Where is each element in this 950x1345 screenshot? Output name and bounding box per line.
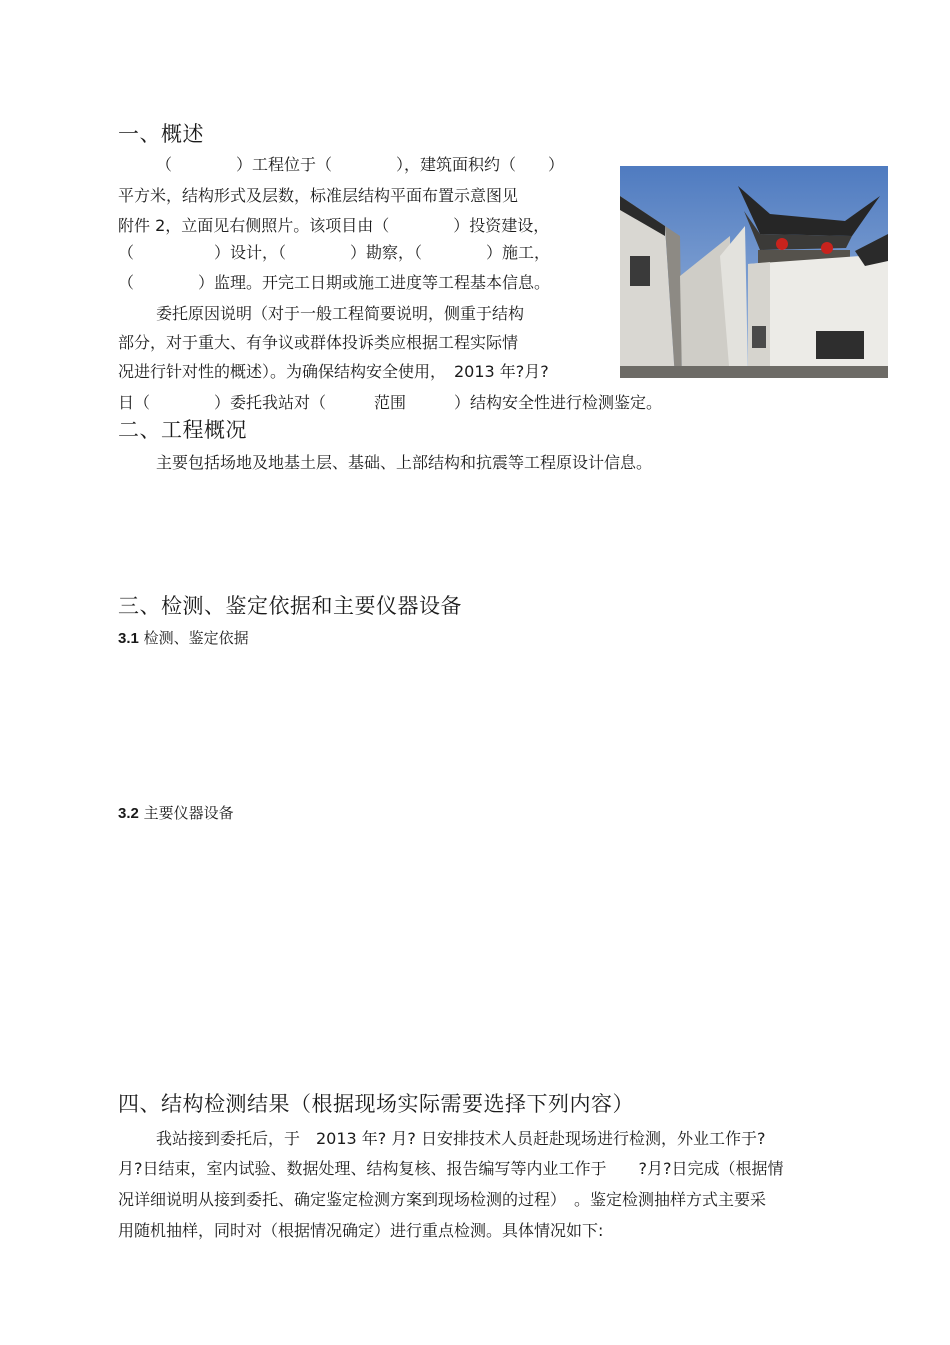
section-1-line-5: （ ）监理。开完工日期或施工进度等工程基本信息。	[118, 273, 551, 292]
section-2-text: 主要包括场地及地基土层、基础、上部结构和抗震等工程原设计信息。	[156, 453, 653, 472]
subsection-3-2-title: 主要仪器设备	[143, 804, 234, 822]
section-4-line-2: 月?日结束，室内试验、数据处理、结构复核、报告编写等内业工作于 ?月?日完成（根据情	[118, 1159, 784, 1178]
subsection-3-1-number: 3.1	[118, 630, 139, 647]
section-1-line-9: 日（ ）委托我站对（ 范围 ）结构安全性进行检测鉴定。	[118, 393, 663, 412]
section-4-line-3: 况详细说明从接到委托、确定鉴定检测方案到现场检测的过程） 。鉴定检测抽样方式主要采	[118, 1190, 767, 1209]
section-1-line-1: （ ）工程位于（ ），建筑面积约（ ）	[156, 155, 565, 174]
section-4-line-4: 用随机抽样，同时对（根据情况确定）进行重点检测。具体情况如下:	[118, 1221, 604, 1240]
building-photo	[620, 166, 888, 378]
subsection-3-1	[118, 627, 249, 648]
section-4-heading: 四、结构检测结果（根据现场实际需要选择下列内容）	[118, 1092, 634, 1116]
section-3-heading: 三、检测、鉴定依据和主要仪器设备	[118, 594, 462, 618]
section-4-line-1: 我站接到委托后，于 2013 年? 月? 日安排技术人员赶赴现场进行检测，外业工作于?	[156, 1129, 766, 1148]
section-1-line-6: 委托原因说明（对于一般工程简要说明，侧重于结构	[156, 304, 525, 323]
section-1-heading: 一、概述	[118, 122, 204, 146]
section-1-line-8: 况进行针对性的概述）。为确保结构安全使用， 2013 年?月?	[118, 362, 549, 381]
section-1-line-3: 附件 2，立面见右侧照片。该项目由（ ）投资建设，	[118, 216, 550, 235]
section-1-line-2: 平方米，结构形式及层数，标准层结构平面布置示意图见	[118, 186, 519, 205]
section-1-line-4: （ ）设计，（ ）勘察，（ ）施工，	[118, 243, 551, 262]
section-1-line-7: 部分，对于重大、有争议或群体投诉类应根据工程实际情	[118, 333, 519, 352]
subsection-3-2	[118, 802, 234, 823]
section-2-heading: 二、工程概况	[118, 418, 247, 442]
subsection-3-1-title: 检测、鉴定依据	[143, 629, 249, 647]
subsection-3-2-number: 3.2	[118, 805, 139, 822]
